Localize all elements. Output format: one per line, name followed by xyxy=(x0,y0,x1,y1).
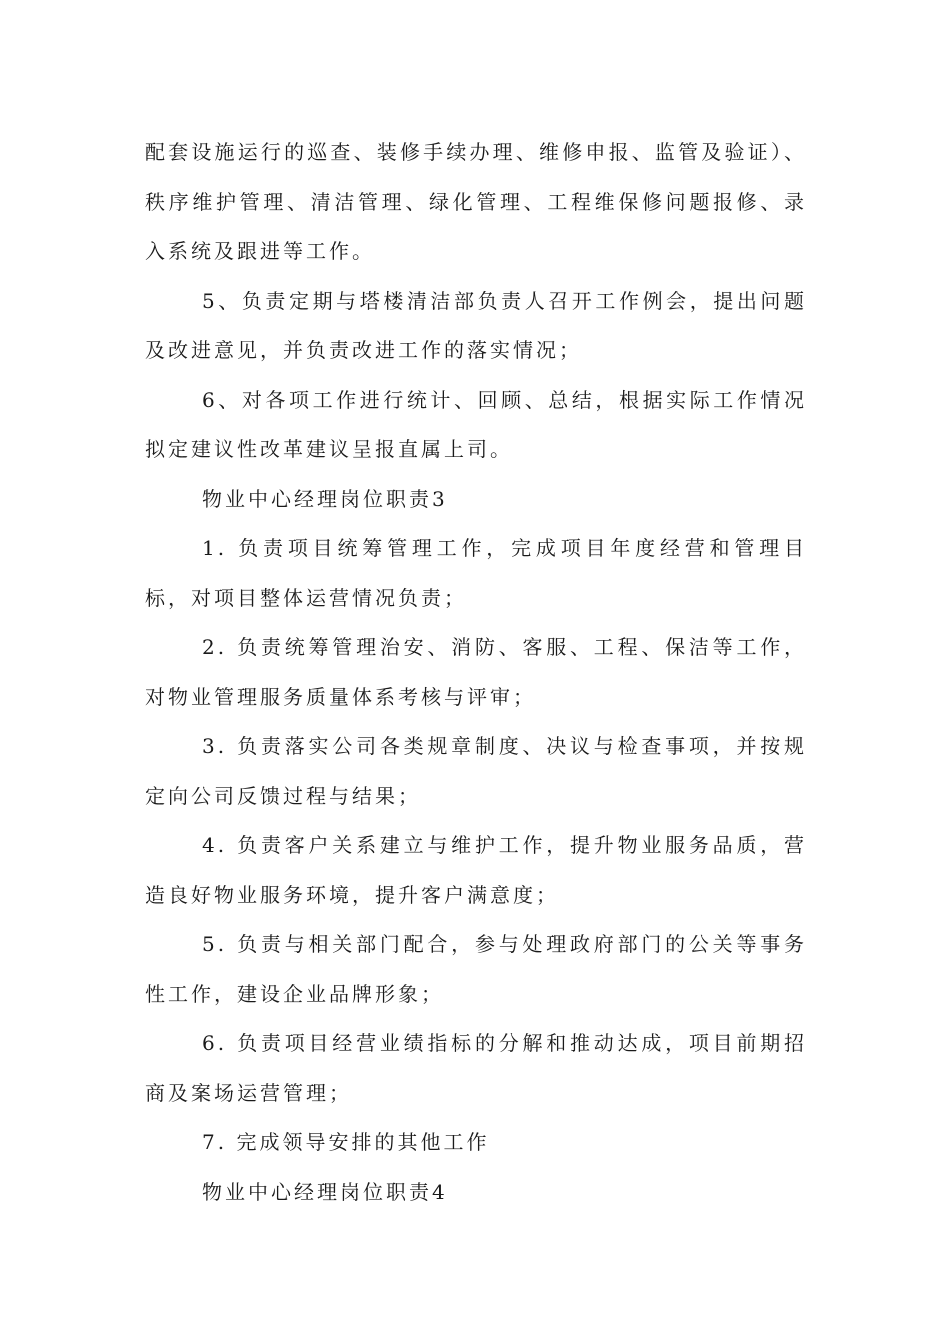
paragraph-duty-6: 6. 负责项目经营业绩指标的分解和推动达成，项目前期招商及案场运营管理； xyxy=(145,1031,807,1105)
section-heading-3: 物业中心经理岗位职责3 xyxy=(202,486,448,511)
paragraph-continuation: 配套设施运行的巡查、装修手续办理、维修申报、监管及验证）、秩序维护管理、清洁管理、绿化管理、工程维保修问题报修、录入系统及跟进等工作。 xyxy=(145,140,807,263)
document-page xyxy=(145,128,807,1217)
section-heading-4: 物业中心经理岗位职责4 xyxy=(202,1179,448,1204)
paragraph-duty-7: 7. 完成领导安排的其他工作 xyxy=(202,1130,490,1154)
paragraph-duty-1: 1. 负责项目统筹管理工作，完成项目年度经营和管理目标，对项目整体运营情况负责； xyxy=(145,536,807,610)
paragraph-item-5: 5、负责定期与塔楼清洁部负责人召开工作例会，提出问题及改进意见，并负责改进工作的落实情况； xyxy=(145,288,807,362)
paragraph-duty-3: 3. 负责落实公司各类规章制度、决议与检查事项，并按规定向公司反馈过程与结果； xyxy=(145,734,807,808)
paragraph-item-6: 6、对各项工作进行统计、回顾、总结，根据实际工作情况拟定建议性改革建议呈报直属上司。 xyxy=(145,387,807,461)
paragraph-duty-2: 2. 负责统筹管理治安、消防、客服、工程、保洁等工作，对物业管理服务质量体系考核与评审； xyxy=(145,635,807,709)
paragraph-duty-5: 5. 负责与相关部门配合，参与处理政府部门的公关等事务性工作，建设企业品牌形象； xyxy=(145,932,807,1006)
paragraph-duty-4: 4. 负责客户关系建立与维护工作，提升物业服务品质，营造良好物业服务环境，提升客户满意度； xyxy=(145,833,807,907)
